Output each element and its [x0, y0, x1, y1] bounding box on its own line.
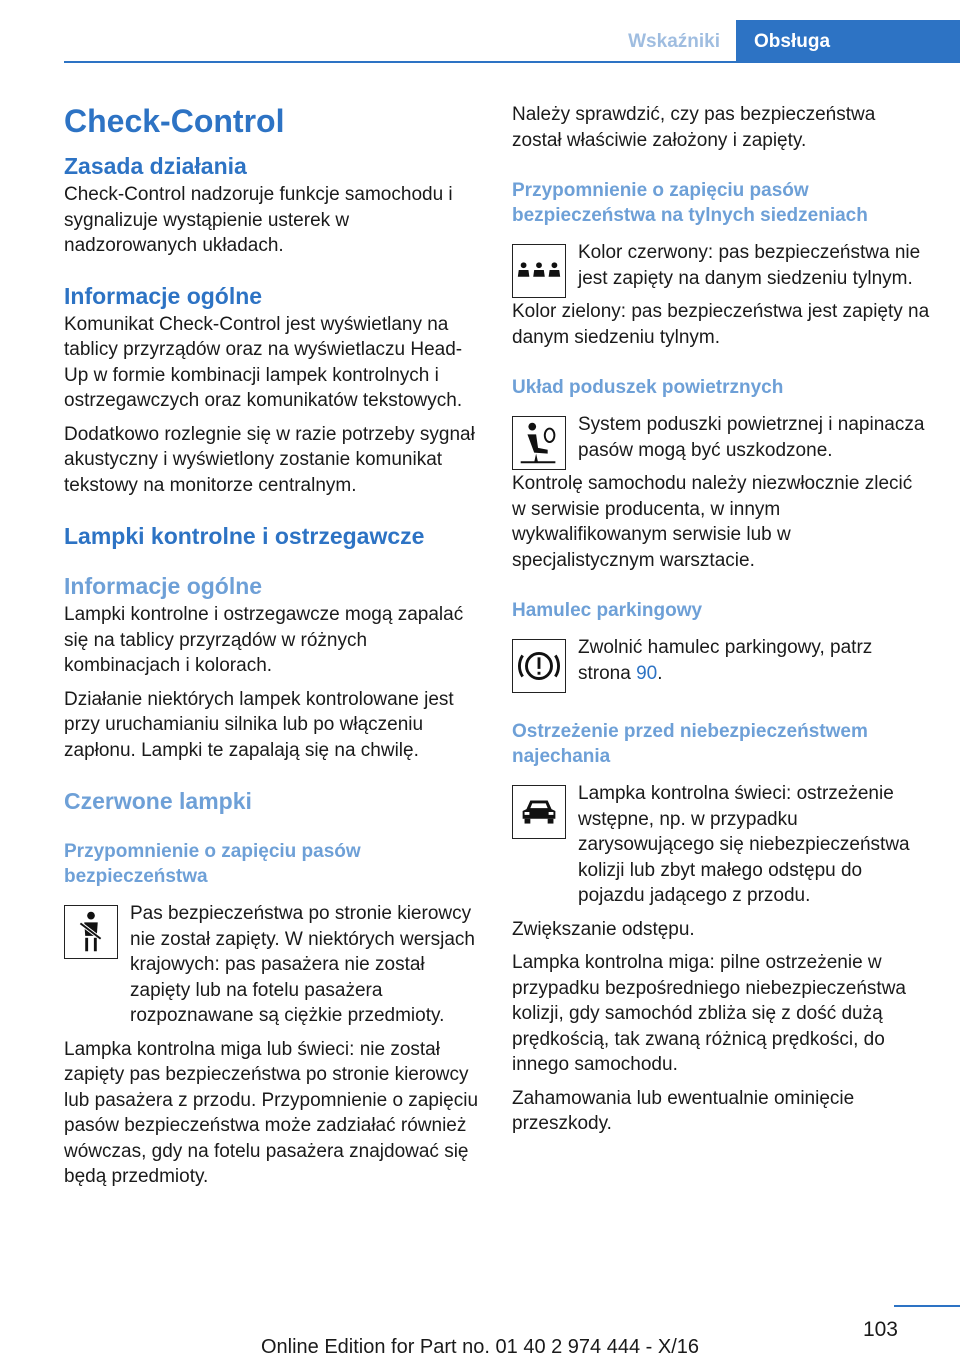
header-rule — [64, 61, 960, 63]
paragraph-tylne-1: Kolor czerwony: pas bezpieczeństwa nie jest zapięty na danym siedzeniu tylnym. — [578, 242, 921, 289]
paragraph-poduszki-2: Kontrolę samochodu należy niezwłocznie zlecić w serwisie producenta, w innym wykwalifikowanym serwisie lub w specjalistycznym warsztacie. — [512, 473, 913, 571]
airbag-block — [512, 412, 930, 463]
rear-seatbelt-block — [512, 240, 930, 291]
paragraph-hamulec — [512, 635, 930, 686]
heading-poduszki: Układ poduszek powietrznych — [512, 377, 784, 398]
paragraph-ostrz-3: Lampka kontrolna miga: pilne ostrzeżenie w przypadku bezpośredniego niebezpieczeństwa kolizji, gdy samochód zbliża się z dość dużą prędkością, tak zwaną różnicą prędkości, do innego samochodu. — [512, 952, 906, 1075]
paragraph-pasy-1: Pas bezpieczeństwa po stronie kierowcy nie został zapięty. W niektórych wersjach krajowych: pas pasażera nie został zapięty lub na fotelu pasażera rozpoznawane są ciężkie przedmioty. — [130, 903, 475, 1026]
heading-tylne: Przypomnienie o zapięciu pasów bezpieczeństwa na tylnych siedzeniach — [512, 180, 868, 226]
heading-informacje-2: Informacje ogólne — [64, 573, 263, 599]
heading-lampki: Lampki kontrolne i ostrzegawcze — [64, 523, 425, 549]
edition-footer: Online Edition for Part no. 01 40 2 974 444 - X/16 — [260, 1336, 700, 1358]
heading-informacje: Informacje ogólne — [64, 282, 263, 309]
footer-rule — [894, 1305, 960, 1307]
heading-ostrzezenie: Ostrzeżenie przed niebezpieczeństwem najechania — [512, 721, 868, 767]
paragraph-ostrz-1: Lampka kontrolna świeci: ostrzeżenie wstępne, np. w przypadku zarysowującego się niebezpieczeństwa kolizji lub zbyt małego odstępu do pojazdu jadącego z przodu. — [578, 783, 910, 906]
tab-wskazniki[interactable]: Wskaźniki — [628, 31, 720, 52]
hamulec-text: Zwolnić hamulec parkingowy, patrz strona — [578, 637, 873, 684]
page-link-90[interactable]: 90 — [636, 662, 658, 684]
paragraph-tylne-2: Kolor zielony: pas bezpieczeństwa jest zapięty na danym siedzeniu tylnym. — [512, 301, 930, 348]
paragraph-zasada: Check-Control nadzoruje funkcje samochodu i sygnalizuje wystąpienie usterek w nadzorowanych układach. — [64, 184, 453, 256]
page-title: Check-Control — [64, 103, 285, 139]
seatbelt-block — [64, 901, 482, 1029]
paragraph-ostrz-4: Zahamowania lub ewentualnie ominięcie przeszkody. — [512, 1087, 855, 1134]
collision-block — [512, 781, 930, 909]
heading-zasada: Zasada działania — [64, 153, 247, 179]
parking-brake-icon — [512, 639, 566, 693]
paragraph-poduszki-1: System poduszki powietrznej i napinacza pasów mogą być uszkodzone. — [578, 414, 925, 461]
right-column — [512, 82, 930, 1137]
tab-obsluga[interactable]: Obsługa — [736, 20, 960, 61]
paragraph-ostrz-2: Zwiększanie odstępu. — [512, 918, 695, 940]
airbag-icon — [512, 416, 566, 470]
seatbelt-driver-icon — [64, 905, 118, 959]
rear-seatbelt-icon — [512, 244, 566, 298]
collision-warning-icon — [512, 785, 566, 839]
paragraph-lampki-1: Lampki kontrolne i ostrzegawcze mogą zapalać się na tablicy przyrządów w różnych kombinacjach i kolorach. — [64, 604, 464, 676]
parking-brake-block — [512, 635, 930, 699]
heading-czerwone: Czerwone lampki — [64, 788, 252, 814]
paragraph-sprawdzic: Należy sprawdzić, czy pas bezpieczeństwa został właściwie założony i zapięty. — [512, 104, 876, 151]
paragraph-lampki-2: Działanie niektórych lampek kontrolowane jest przy uruchamianiu silnika lub po włączeniu zapłonu. Lampki te zapalają się na chwilę. — [64, 688, 454, 761]
heading-hamulec: Hamulec parkingowy — [512, 600, 703, 621]
paragraph-info-2: Dodatkowo rozlegnie się w razie potrzeby sygnał akustyczny i wyświetlony zostanie komunikat tekstowy na monitorze centralnym. — [64, 423, 475, 496]
hamulec-period: . — [657, 662, 663, 684]
paragraph-info-1: Komunikat Check-Control jest wyświetlany na tablicy przyrządów oraz na wyświetlaczu Head-Up w formie kombinacji lampek kontrolnych i ostrzegawczych oraz komunikatów tekstowych. — [64, 313, 463, 411]
paragraph-pasy-2: Lampka kontrolna miga lub świeci: nie został zapięty pas bezpieczeństwa po stronie kierowcy lub pasażera z przodu. Przypomnienie o zapięciu pasów bezpieczeństwa może zadziałać również wówczas, gdy na fotelu pasażera znajdować się będą przedmioty. — [64, 1038, 479, 1187]
page-number: 103 — [862, 1318, 898, 1341]
heading-pasy: Przypomnienie o zapięciu pasów bezpieczeństwa — [64, 841, 361, 887]
chapter-tabs — [604, 20, 960, 61]
left-column — [64, 82, 482, 1190]
